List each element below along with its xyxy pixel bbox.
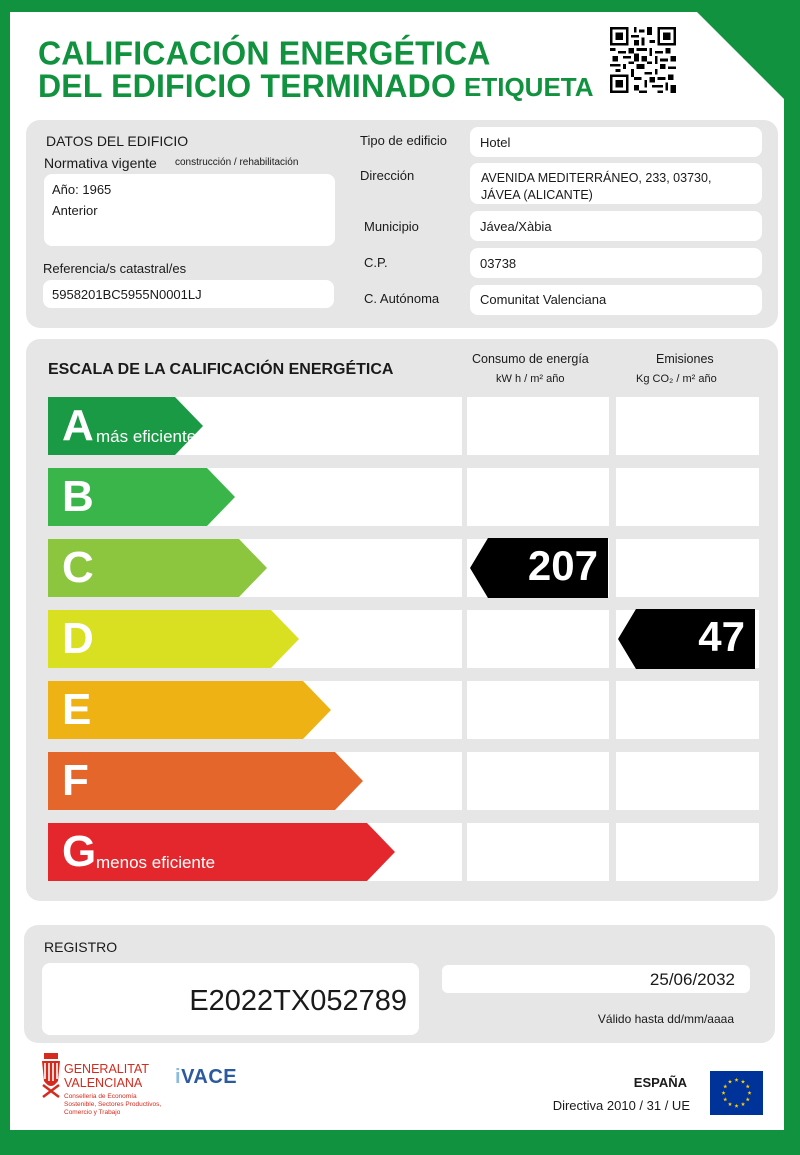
title-line-2: DEL EDIFICIO TERMINADO xyxy=(38,68,457,104)
gva-sub-3: Comercio y Trabajo xyxy=(64,1109,121,1116)
normativa-year: Año: 1965 xyxy=(52,182,112,197)
registro-label: REGISTRO xyxy=(44,939,118,955)
consumo-cell-f xyxy=(467,752,609,810)
rating-letter: B xyxy=(62,472,94,521)
rating-letter: D xyxy=(62,614,94,663)
rating-bar-g xyxy=(48,823,395,881)
autonoma-value: Comunitat Valenciana xyxy=(480,292,607,307)
emisiones-indicator xyxy=(618,609,755,669)
consumo-cell-a xyxy=(467,397,609,455)
rating-letter: G xyxy=(62,827,97,876)
consumo-cell-e xyxy=(467,681,609,739)
normativa-label: Normativa vigente xyxy=(44,155,157,171)
ivace-logo xyxy=(175,1066,237,1089)
tipo-box xyxy=(470,127,762,157)
direccion-line-2: JÁVEA (ALICANTE) xyxy=(481,188,593,202)
rating-bar-f xyxy=(48,752,363,810)
consumo-cell-b xyxy=(467,468,609,526)
emisiones-unit: Kg CO₂ / m² año xyxy=(636,373,717,385)
autonoma-label: C. Autónoma xyxy=(364,291,440,306)
consumo-header: Consumo de energía xyxy=(472,352,589,366)
rating-letter: E xyxy=(62,685,92,734)
registro-number: E2022TX052789 xyxy=(189,985,407,1017)
cp-label: C.P. xyxy=(364,255,388,270)
normativa-period: Anterior xyxy=(52,203,98,218)
ivace-prefix: i xyxy=(175,1066,182,1088)
rating-letter: F xyxy=(62,756,89,805)
municipio-value: Jávea/Xàbia xyxy=(480,219,552,234)
rating-bar-a xyxy=(48,397,203,455)
rating-bar-b xyxy=(48,468,235,526)
emisiones-cell-e xyxy=(616,681,759,739)
catastral-value: 5958201BC5955N0001LJ xyxy=(52,287,202,302)
rating-arrow-f xyxy=(48,752,363,810)
eu-flag-icon xyxy=(710,1071,763,1115)
title-line-1: CALIFICACIÓN ENERGÉTICA xyxy=(38,34,491,72)
consumo-cell-d xyxy=(467,610,609,668)
emisiones-cell-g xyxy=(616,823,759,881)
consumo-indicator-number: 207 xyxy=(527,542,598,589)
qr-code-icon xyxy=(610,27,676,93)
tipo-label: Tipo de edificio xyxy=(360,133,447,148)
municipio-label: Municipio xyxy=(364,219,419,234)
direccion-line-1: AVENIDA MEDITERRÁNEO, 233, 03730, xyxy=(481,171,712,185)
rating-sublabel: más eficiente xyxy=(96,427,197,446)
title-tag: ETIQUETA xyxy=(464,72,594,102)
rating-bar-c xyxy=(48,539,267,597)
valid-label: Válido hasta dd/mm/aaaa xyxy=(597,1012,734,1026)
consumo-unit: kW h / m² año xyxy=(496,373,565,385)
emisiones-cell-b xyxy=(616,468,759,526)
rating-bar-d xyxy=(48,610,299,668)
gva-sub-2: Sostenible, Sectores Productivos, xyxy=(64,1101,162,1108)
tipo-value: Hotel xyxy=(480,135,511,150)
directive: Directiva 2010 / 31 / UE xyxy=(552,1098,690,1113)
emisiones-cell-f xyxy=(616,752,759,810)
rating-letter: C xyxy=(62,543,94,592)
gva-logo-icon xyxy=(40,1051,62,1099)
country: ESPAÑA xyxy=(633,1075,687,1090)
corner-fold xyxy=(685,0,800,115)
rating-bar-e xyxy=(48,681,331,739)
direccion-label: Dirección xyxy=(360,168,415,183)
rating-sublabel: menos eficiente xyxy=(96,853,216,872)
gva-line-2: VALENCIANA xyxy=(64,1076,143,1090)
gva-line-1: GENERALITAT xyxy=(64,1062,149,1076)
scale-title: ESCALA DE LA CALIFICACIÓN ENERGÉTICA xyxy=(48,361,394,378)
emisiones-indicator-number: 47 xyxy=(698,613,745,660)
emisiones-cell-a xyxy=(616,397,759,455)
emisiones-header: Emisiones xyxy=(656,352,714,366)
consumo-cell-g xyxy=(467,823,609,881)
building-data-title: DATOS DEL EDIFICIO xyxy=(46,133,189,149)
emisiones-cell-c xyxy=(616,539,759,597)
catastral-label: Referencia/s catastral/es xyxy=(43,261,187,276)
ivace-rest: VACE xyxy=(181,1066,238,1088)
rating-letter: A xyxy=(62,401,94,450)
cp-value: 03738 xyxy=(480,256,517,271)
gva-sub-1: Conselleria de Economía xyxy=(64,1093,137,1100)
consumo-indicator xyxy=(470,538,608,598)
valid-date: 25/06/2032 xyxy=(649,970,735,989)
normativa-sub: construcción / rehabilitación xyxy=(175,157,299,168)
